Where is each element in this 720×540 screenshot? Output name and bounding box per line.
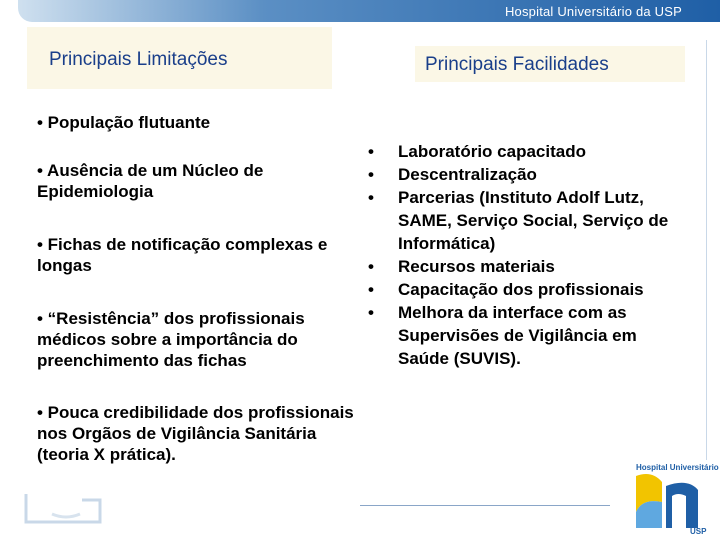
bullet: •: [368, 165, 374, 184]
header-title: Hospital Universitário da USP: [504, 4, 682, 19]
hospital-logo-icon: [632, 472, 712, 536]
facilities-list: [368, 140, 688, 370]
facility-text: Laboratório capacitado: [398, 142, 586, 161]
limitation-item: • Pouca credibilidade dos profissionais nos Orgãos de Vigilância Sanitária (teoria X prática).: [37, 403, 354, 464]
facility-text: Recursos materiais: [398, 257, 555, 276]
divider-line: [360, 505, 610, 506]
facility-text: Descentralização: [398, 165, 537, 184]
facility-text: Melhora da interface com as Supervisões de Vigilância em Saúde (SUVIS).: [398, 303, 637, 368]
facilities-title: Principais Facilidades: [425, 54, 609, 75]
bullet: •: [368, 188, 374, 207]
bullet: •: [368, 280, 374, 299]
facility-text: Parcerias (Instituto Adolf Lutz, SAME, Serviço Social, Serviço de Informática): [398, 188, 669, 253]
facility-item: [368, 186, 688, 255]
bullet: •: [368, 257, 374, 276]
logo-sub: USP: [690, 527, 707, 536]
limitation-item: • Ausência de um Núcleo de Epidemiologia: [37, 161, 264, 201]
header-bar: [18, 0, 720, 22]
limitations-title: Principais Limitações: [49, 49, 228, 70]
divider-line: [706, 40, 707, 460]
facility-item: [368, 163, 688, 186]
limitation-item: • Fichas de notificação complexas e longas: [37, 235, 328, 275]
facility-item: [368, 278, 688, 301]
decorative-shape-icon: [22, 486, 104, 526]
facility-item: [368, 255, 688, 278]
bullet: •: [368, 142, 374, 161]
limitation-item: • População flutuante: [37, 113, 211, 132]
facility-text: Capacitação dos profissionais: [398, 280, 644, 299]
facility-item: [368, 301, 688, 370]
bullet: •: [368, 303, 374, 322]
limitation-item: • “Resistência” dos profissionais médicos sobre a importância do preenchimento das fichas: [37, 309, 305, 370]
facility-item: [368, 140, 688, 163]
logo-caption: Hospital Universitário: [636, 463, 719, 472]
